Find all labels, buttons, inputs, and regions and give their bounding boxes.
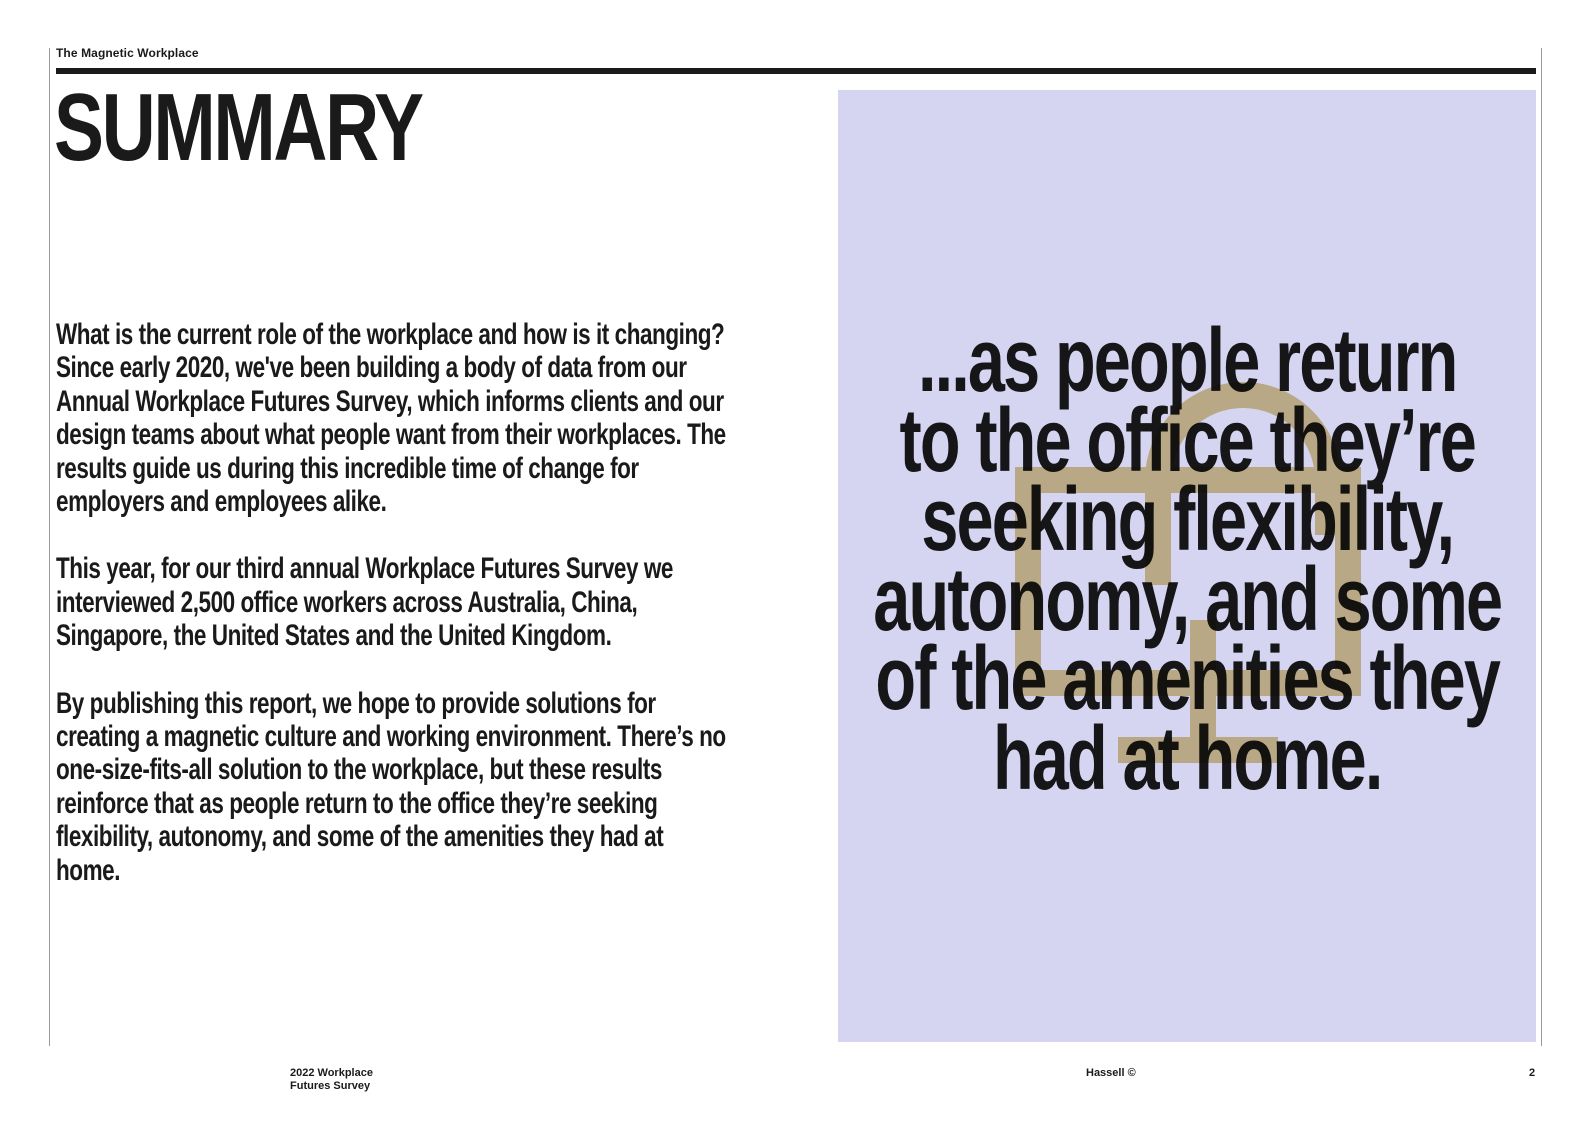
left-margin-rule (49, 48, 50, 1046)
page-title: SUMMARY (54, 74, 422, 181)
body-paragraph-2: This year, for our third annual Workplace Futures Survey we interviewed 2,500 office workers across Australia, China, Singapore, the United States and the United Kingdom. (56, 552, 673, 653)
pull-quote-panel (838, 90, 1536, 1042)
right-margin-rule (1541, 48, 1542, 1046)
page-number: 2 (1529, 1067, 1536, 1079)
footer-publication: 2022 Workplace Futures Survey (290, 1067, 373, 1092)
pull-quote-wrap (838, 311, 1536, 809)
body-paragraph-1: What is the current role of the workplace and how is it changing? Since early 2020, we've been building a body of data from our Annual Workplace Futures Survey, which informs clients and our design teams about what people want from their workplaces. The results guide us during this incredible time of change for employers and employees alike. (56, 318, 726, 519)
pull-quote: ...as people return to the office they’re seeking flexibility, autonomy, and some of the amenities they had at home. (873, 311, 1501, 809)
running-head: The Magnetic Workplace (56, 46, 199, 60)
body-copy (56, 318, 731, 921)
footer-copyright: Hassell © (1086, 1067, 1136, 1079)
body-paragraph-3: By publishing this report, we hope to provide solutions for creating a magnetic culture and working environment. There’s no one-size-fits-all solution to the workplace, but these results reinforce that as people return to the office they’re seeking flexibility, autonomy, and some of the amenities they had at home. (56, 686, 726, 887)
